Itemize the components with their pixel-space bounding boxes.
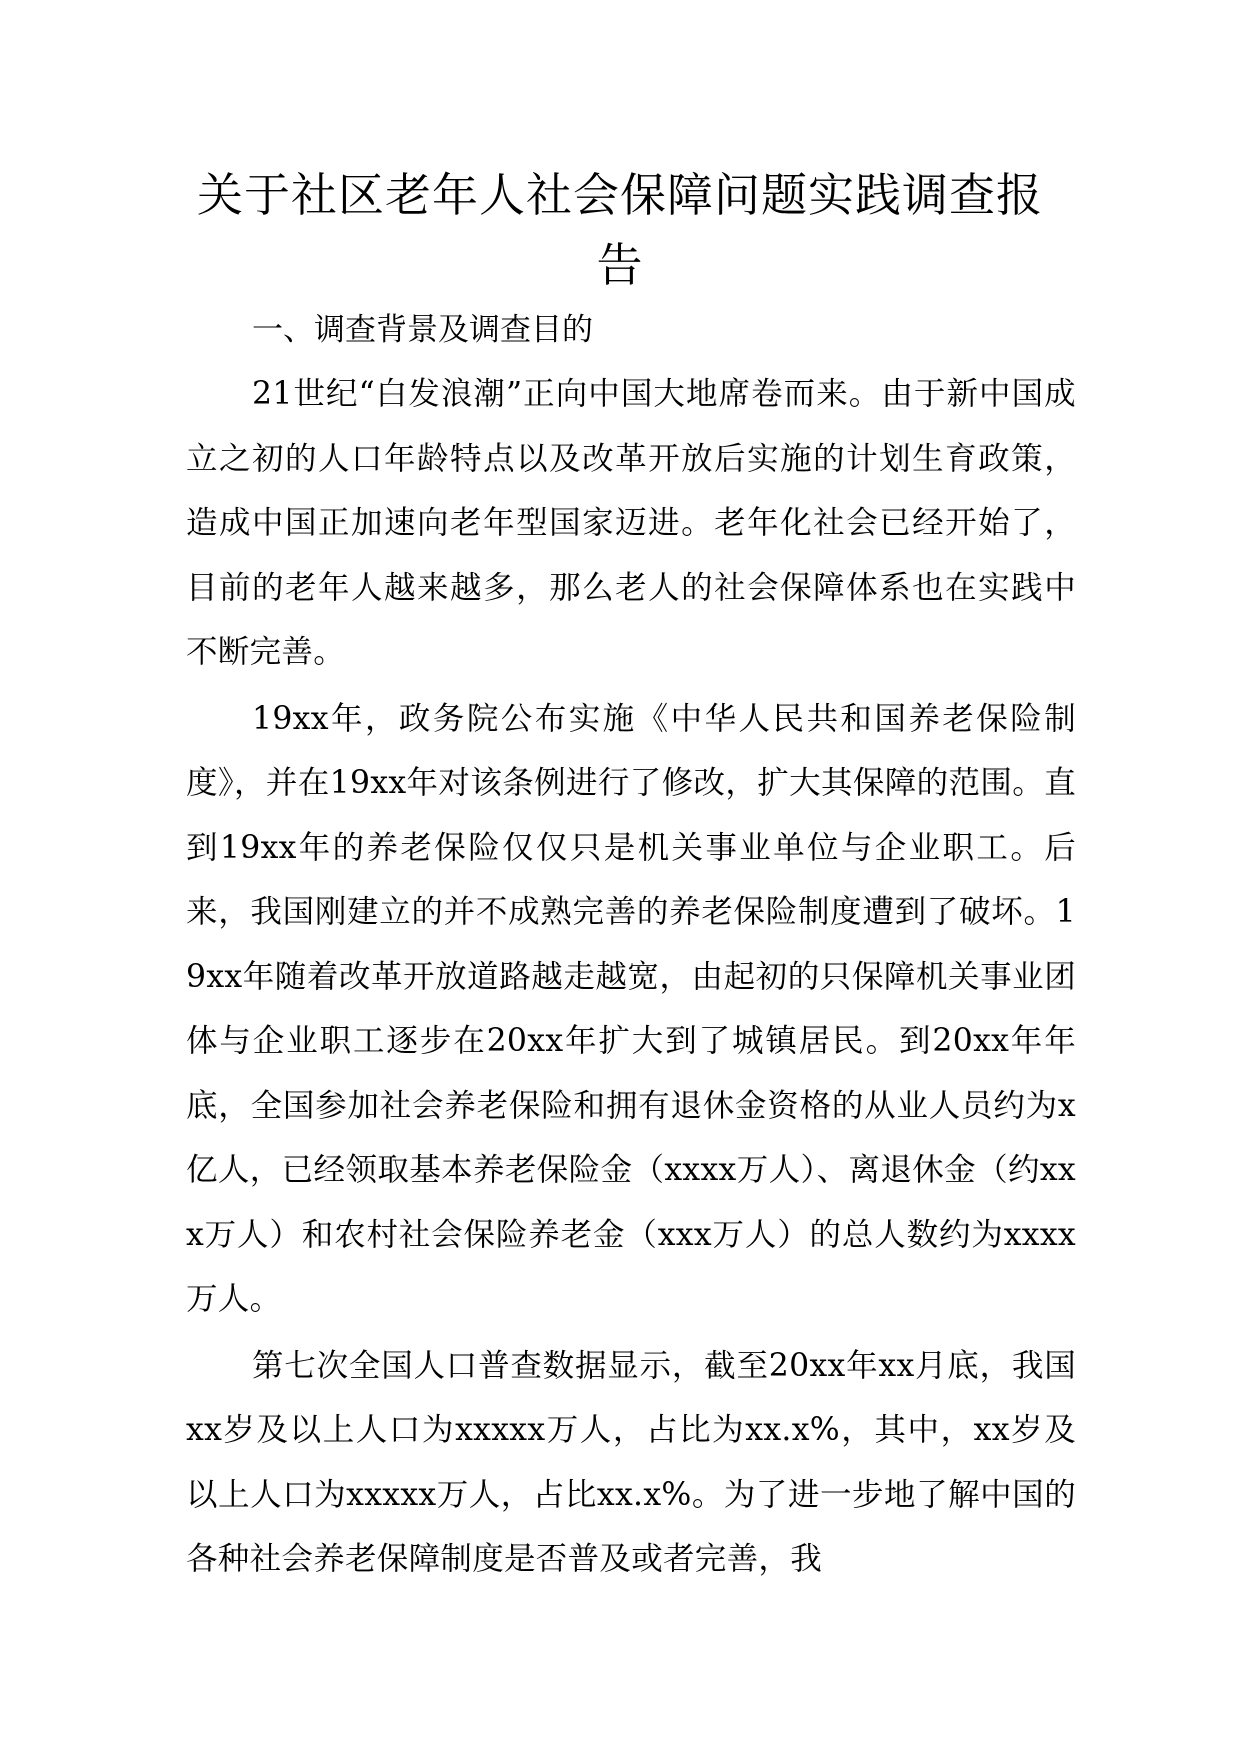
document-body <box>186 298 1076 1592</box>
section-heading: 一、调查背景及调查目的 <box>252 312 593 348</box>
paragraph-history: 19xx年，政务院公布实施《中华人民共和国养老保险制度》，并在19xx年对该条例进行了修改，扩大其保障的范围。直到19xx年的养老保险仅仅只是机关事业单位与企业职工。后来，我国刚建立的并不成熟完善的养老保险制度遭到了破坏。19xx年随着改革开放道路越走越宽，由起初的只保障机关事业团体与企业职工逐步在20xx年扩大到了城镇居民。到20xx年年底，全国参加社会养老保险和拥有退休金资格的从业人员约为x亿人，已经领取基本养老保险金（xxxx万人）、离退休金（约xxx万人）和农村社会保险养老金（xxx万人）的总人数约为xxxx万人。 <box>186 700 1076 1317</box>
paragraph-census: 第七次全国人口普查数据显示，截至20xx年xx月底，我国xx岁及以上人口为xxxxx万人，占比为xx.x%，其中，xx岁及以上人口为xxxxx万人，占比xx.x%。为了进一步地了解中国的各种社会养老保障制度是否普及或者完善，我 <box>186 1347 1076 1577</box>
document-title: 关于社区老年人社会保障问题实践调查报告 <box>197 168 1043 292</box>
paragraph-background: 21世纪“白发浪潮”正向中国大地席卷而来。由于新中国成立之初的人口年龄特点以及改革开放后实施的计划生育政策，造成中国正加速向老年型国家迈进。老年化社会已经开始了，目前的老年人越来越多，那么老人的社会保障体系也在实践中不断完善。 <box>186 376 1076 670</box>
